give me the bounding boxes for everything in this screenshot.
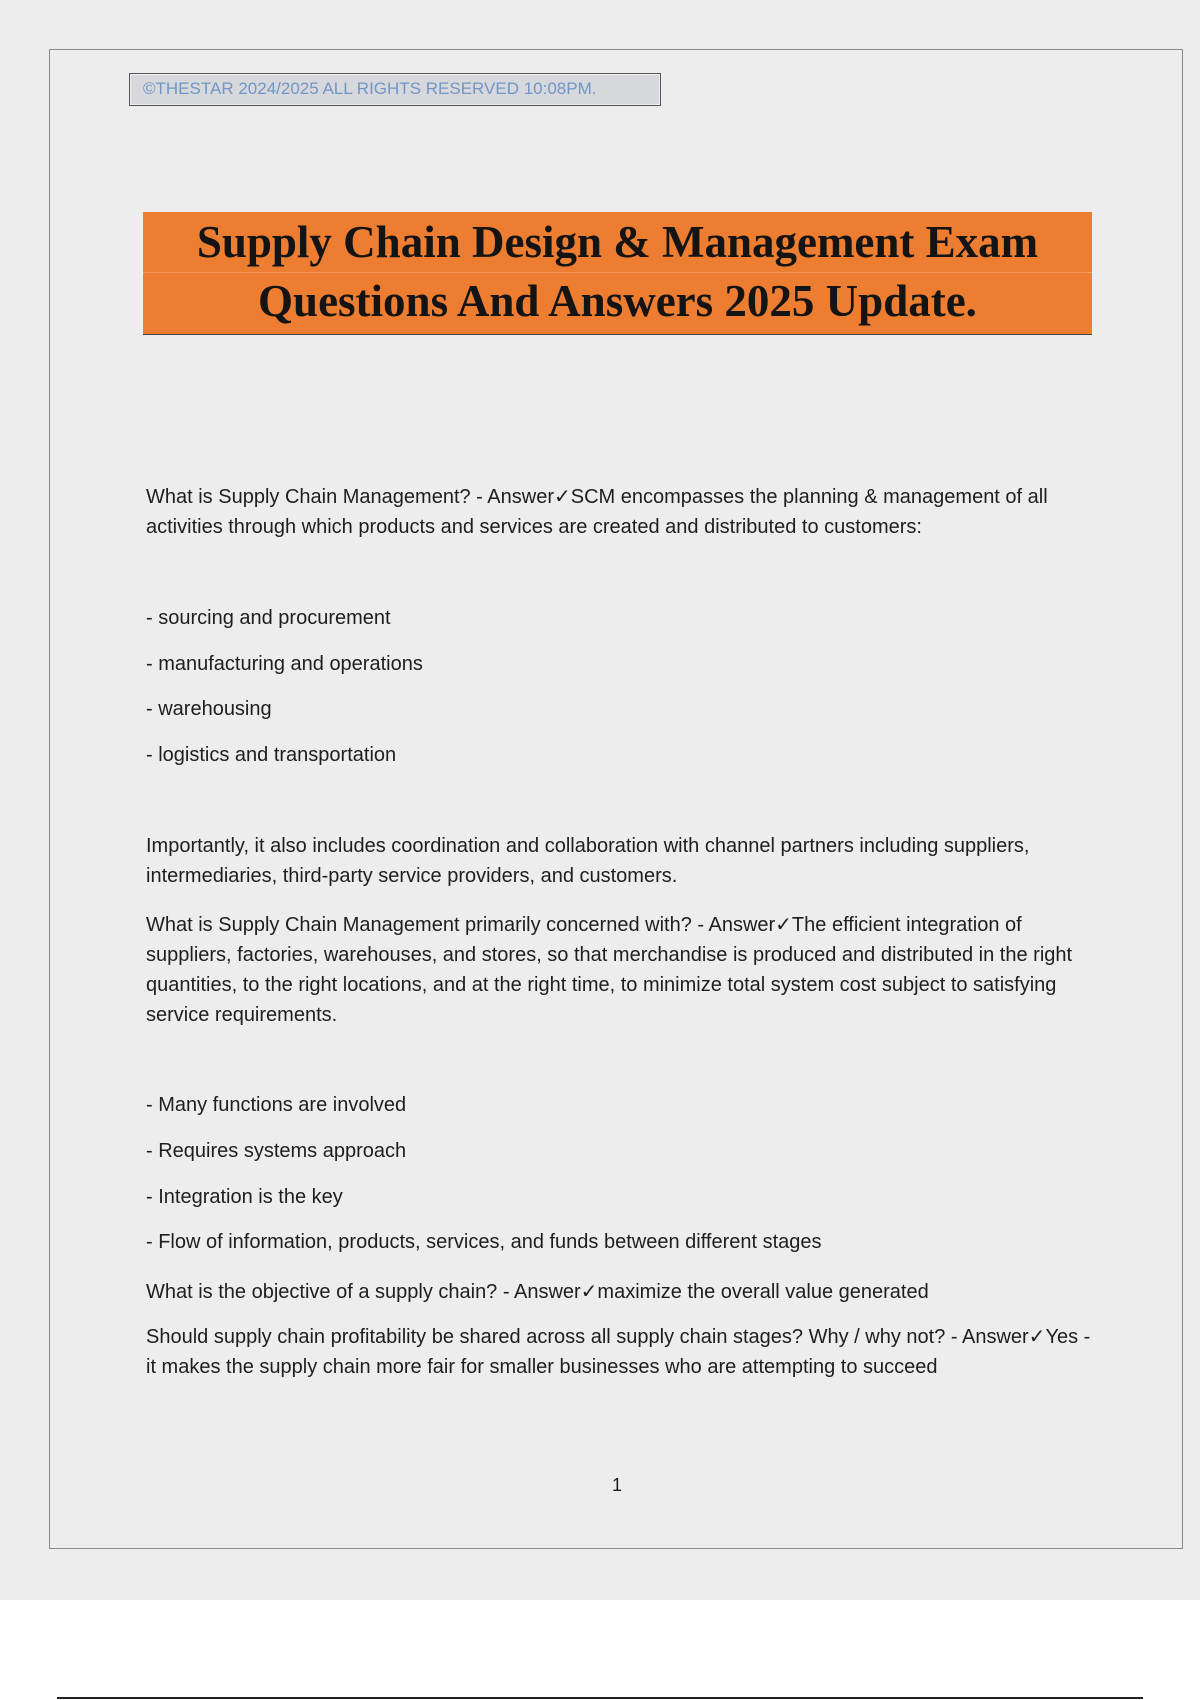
question-4-text: Should supply chain profitability be shared across all supply chain stages? Why / why not? - Answer✓Yes - it makes the supply chain more fair for smaller businesses who are attempting to succeed — [146, 1326, 1091, 1378]
question-2-text: What is Supply Chain Management primarily concerned with? - Answer✓The efficient integration of suppliers, factories, warehouses, and stores, so that merchandise is produced and distributed in the right quantities, to the right locations, and at the right time, to minimize total system cost subject to satisfying service requirements. — [146, 914, 1073, 1026]
bottom-rule — [57, 1697, 1143, 1699]
list-item: - sourcing and procurement — [146, 607, 391, 629]
question-1-followup — [146, 831, 1096, 891]
list-item: - Flow of information, products, services, and funds between different stages — [146, 1231, 822, 1253]
page-number: 1 — [611, 1475, 622, 1495]
list-item: - warehousing — [146, 698, 272, 720]
list-item: - Integration is the key — [146, 1186, 343, 1208]
copyright-watermark: ©THESTAR 2024/2025 ALL RIGHTS RESERVED 10:08PM. — [129, 73, 661, 106]
title-banner — [143, 212, 1092, 335]
list-item: - Many functions are involved — [146, 1094, 407, 1116]
question-3-text: What is the objective of a supply chain? - Answer✓maximize the overall value generated — [146, 1281, 929, 1303]
list-item: - Requires systems approach — [146, 1140, 407, 1162]
question-1-text: What is Supply Chain Management? - Answer✓SCM encompasses the planning & management of all activities through which products and services are created and distributed to customers: — [146, 486, 1048, 538]
title-line-2: Questions And Answers 2025 Update. — [143, 272, 1092, 329]
question-1 — [146, 482, 1096, 542]
question-3 — [146, 1277, 1096, 1307]
title-line-1: Supply Chain Design & Management Exam — [196, 217, 1039, 267]
question-1-followup-text: Importantly, it also includes coordination and collaboration with channel partners including suppliers, intermediaries, third-party service providers, and customers. — [146, 835, 1030, 887]
list-item: - manufacturing and operations — [146, 653, 423, 675]
list-item: - logistics and transportation — [146, 744, 397, 766]
question-2 — [146, 910, 1096, 1030]
question-4 — [146, 1322, 1096, 1382]
